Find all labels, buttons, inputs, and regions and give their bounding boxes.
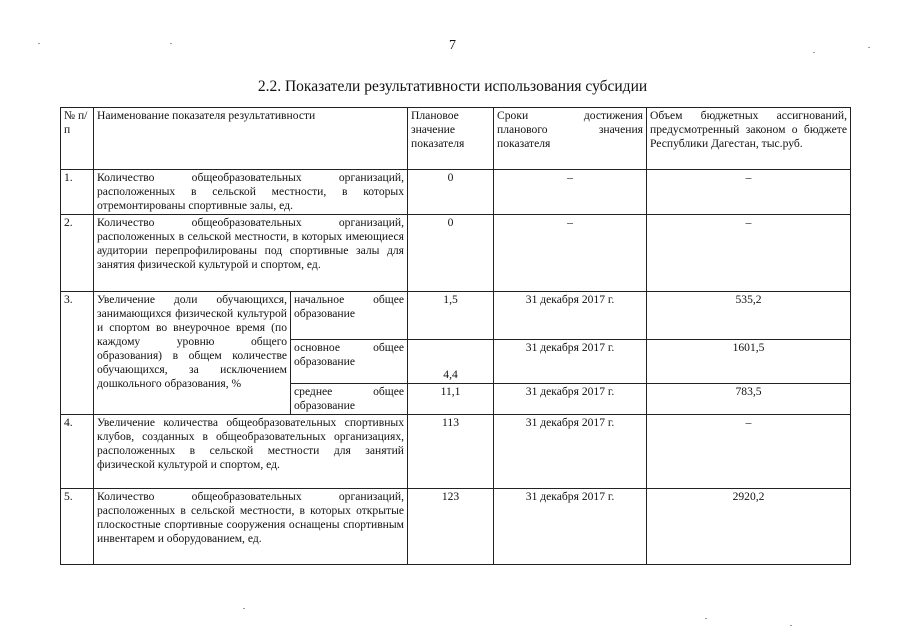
- row-num: 4.: [61, 415, 94, 489]
- indicators-table: [60, 107, 851, 565]
- scan-speck: [38, 43, 40, 44]
- table-row: [61, 292, 851, 340]
- header-plan: Плановое значение показателя: [408, 108, 494, 170]
- row-num: 1.: [61, 170, 94, 215]
- header-deadline: Сроки достижения планового значения показателя: [494, 108, 647, 170]
- row-deadline: –: [494, 215, 647, 292]
- row-num: 5.: [61, 489, 94, 565]
- scan-speck: [868, 47, 870, 48]
- row-plan: 0: [408, 215, 494, 292]
- table-row: [61, 489, 851, 565]
- scan-speck: [705, 618, 707, 619]
- row-plan: 0: [408, 170, 494, 215]
- table-row: [61, 415, 851, 489]
- header-num: № п/п: [61, 108, 94, 170]
- row-plan: 113: [408, 415, 494, 489]
- header-budget: Объем бюджетных ассигнований, предусмотренный законом о бюджете Республики Дагестан, тыс.руб.: [647, 108, 851, 170]
- row-budget: –: [647, 215, 851, 292]
- row-plan: 123: [408, 489, 494, 565]
- row-name: Увеличение количества общеобразовательных спортивных клубов, созданных в общеобразовательных организациях, расположенных в сельской местности для занятий физической культурой и спортом, ед.: [94, 415, 408, 489]
- row-plan: 4,4: [408, 340, 494, 384]
- row-plan: 11,1: [408, 384, 494, 415]
- row-deadline: 31 декабря 2017 г.: [494, 489, 647, 565]
- row-level: основное общее образование: [291, 340, 408, 384]
- scan-speck: [790, 625, 792, 626]
- row-budget: 783,5: [647, 384, 851, 415]
- scan-speck: [243, 608, 245, 609]
- row-num: 2.: [61, 215, 94, 292]
- row-level: начальное общее образование: [291, 292, 408, 340]
- row-deadline: 31 декабря 2017 г.: [494, 292, 647, 340]
- section-title: 2.2. Показатели результативности использования субсидии: [257, 78, 648, 95]
- table-row: [61, 215, 851, 292]
- row-name: Количество общеобразовательных организаций, расположенных в сельской местности, в которых отремонтированы спортивные залы, ед.: [94, 170, 408, 215]
- row-level: среднее общее образование: [291, 384, 408, 415]
- row-budget: –: [647, 415, 851, 489]
- row-deadline: 31 декабря 2017 г.: [494, 415, 647, 489]
- scan-speck: [813, 52, 815, 53]
- table-row: [61, 170, 851, 215]
- row-budget: 535,2: [647, 292, 851, 340]
- table-header-row: [61, 108, 851, 170]
- row-name: Количество общеобразовательных организаций, расположенных в сельской местности, в которых открытые плоскостные спортивные сооружения оснащены спортивным инвентарем и оборудованием, ед.: [94, 489, 408, 565]
- row-deadline: 31 декабря 2017 г.: [494, 340, 647, 384]
- header-name: Наименование показателя результативности: [94, 108, 408, 170]
- row-budget: 1601,5: [647, 340, 851, 384]
- scan-speck: [170, 43, 172, 44]
- row-num: 3.: [61, 292, 94, 415]
- row-budget: 2920,2: [647, 489, 851, 565]
- row-deadline: –: [494, 170, 647, 215]
- row-plan: 1,5: [408, 292, 494, 340]
- row-deadline: 31 декабря 2017 г.: [494, 384, 647, 415]
- page-number: 7: [449, 38, 456, 53]
- row-name: Увеличение доли обучающихся, занимающихся физической культурой и спортом во внеурочное время (по каждому уровню общего образования) в общем количестве обучающихся, за исключением дошкольного образования, %: [94, 292, 291, 415]
- row-budget: –: [647, 170, 851, 215]
- row-name: Количество общеобразовательных организаций, расположенных в сельской местности, в которых имеющиеся аудитории перепрофилированы под спортивные залы для занятия физической культурой и спортом, ед.: [94, 215, 408, 292]
